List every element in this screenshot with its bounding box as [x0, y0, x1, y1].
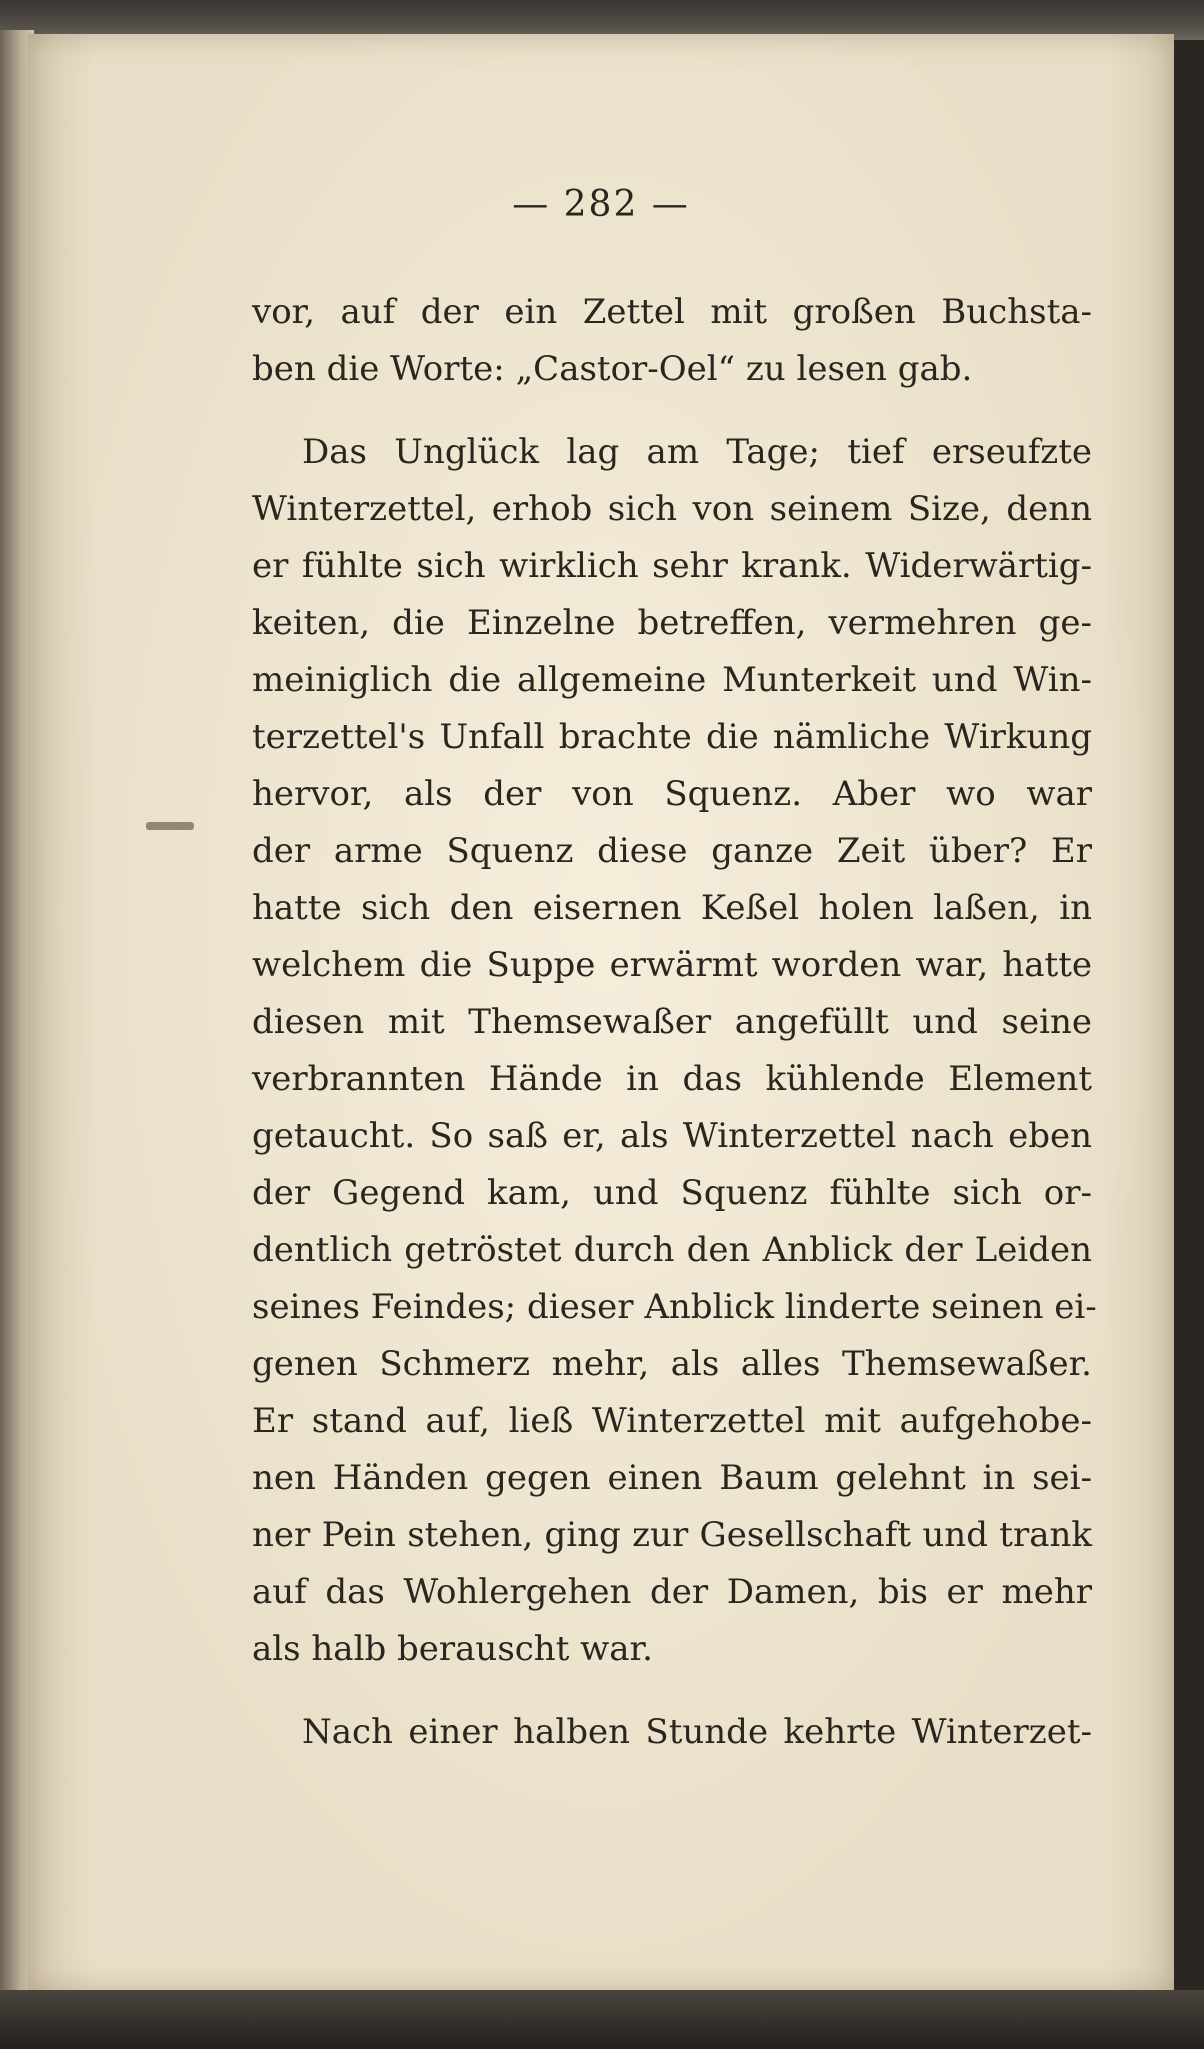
text-line: nen Händen gegen einen Baum gelehnt in sei-: [252, 1458, 1092, 1498]
text-line: Winterzettel, erhob sich von seinem Size, denn: [252, 489, 1092, 529]
text-line: welchem die Suppe erwärmt worden war, hatte: [252, 945, 1092, 985]
text-line: keiten, die Einzelne betreffen, vermehren ge-: [252, 603, 1092, 643]
text-line: ben die Worte: „Castor-Oel“ zu lesen gab.: [252, 349, 973, 389]
text-line: auf das Wohlergehen der Damen, bis er mehr: [252, 1572, 1092, 1612]
page-number: — 282 —: [512, 184, 690, 225]
text-line: hatte sich den eisernen Keßel holen laßen, in: [252, 888, 1092, 928]
text-line: verbrannten Hände in das kühlende Element: [252, 1059, 1092, 1099]
book-bottom-edge: [0, 1990, 1204, 2049]
margin-mark: [146, 822, 194, 830]
text-line: dentlich getröstet durch den Anblick der Leiden: [252, 1230, 1092, 1270]
text-line: als halb berauscht war.: [252, 1629, 653, 1669]
text-line: vor, auf der ein Zettel mit großen Buchsta-: [252, 292, 1092, 332]
text-line: hervor, als der von Squenz. Aber wo war: [252, 774, 1092, 814]
text-line: seines Feindes; dieser Anblick linderte seinen ei-: [252, 1287, 1097, 1327]
paragraph-gap: [252, 398, 1092, 424]
text-line: getaucht. So saß er, als Winterzettel nach eben: [252, 1116, 1092, 1156]
text-line: der arme Squenz diese ganze Zeit über? Er: [252, 831, 1092, 871]
text-line: genen Schmerz mehr, als alles Themsewaßer.: [252, 1344, 1092, 1384]
text-line: Das Unglück lag am Tage; tief erseufzte: [302, 432, 1092, 472]
text-line: er fühlte sich wirklich sehr krank. Widerwärtig-: [252, 546, 1092, 586]
text-line: terzettel's Unfall brachte die nämliche Wirkung: [252, 717, 1092, 757]
text-line: meiniglich die allgemeine Munterkeit und Win-: [252, 660, 1092, 700]
text-line: Er stand auf, ließ Winterzettel mit aufgehobe-: [252, 1401, 1092, 1441]
text-line: Nach einer halben Stunde kehrte Winterzet-: [302, 1712, 1092, 1752]
text-line: der Gegend kam, und Squenz fühlte sich or-: [252, 1173, 1092, 1213]
page-paper: [28, 34, 1174, 1992]
text-line: diesen mit Themsewaßer angefüllt und seine: [252, 1002, 1092, 1042]
paragraph-gap: [252, 1678, 1092, 1704]
body-text: [252, 284, 1097, 1761]
text-line: ner Pein stehen, ging zur Gesellschaft und trank: [252, 1515, 1092, 1555]
